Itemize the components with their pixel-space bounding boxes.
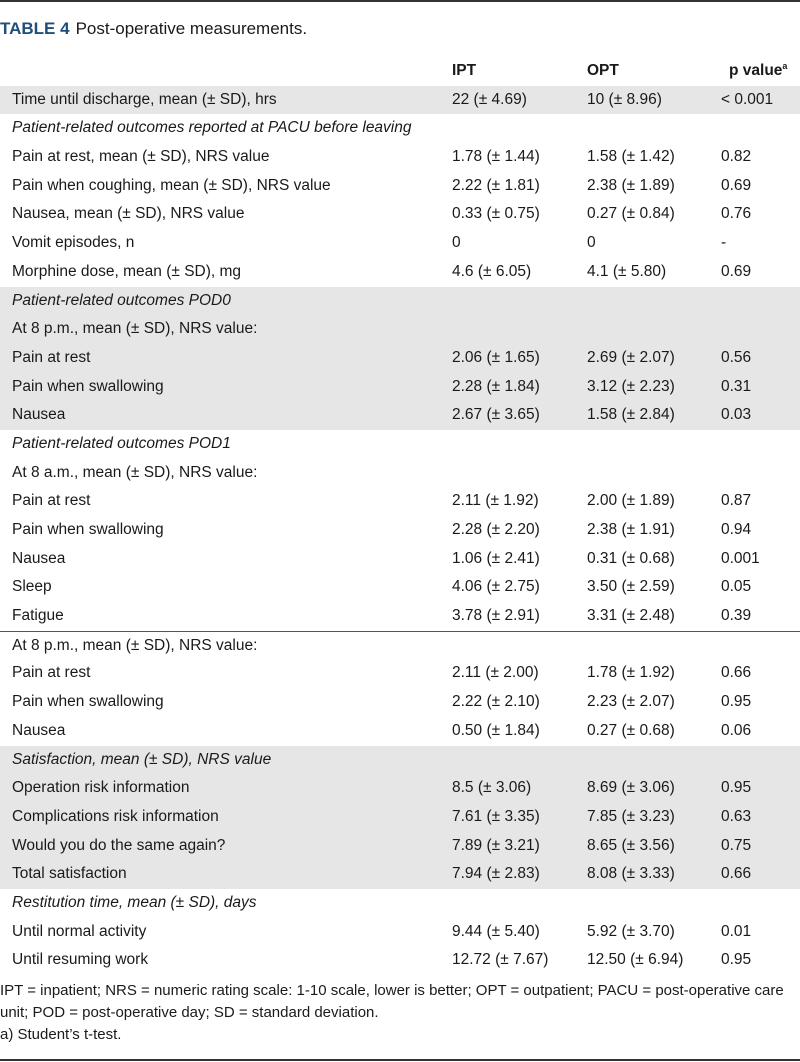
row-label: Pain when swallowing <box>12 521 164 538</box>
ipt-value: 4.06 (± 2.75) <box>452 578 540 596</box>
p-value: - <box>721 234 727 252</box>
ipt-value: 7.61 (± 3.35) <box>452 807 540 825</box>
p-value: 0.63 <box>721 807 752 825</box>
table-row <box>0 315 800 344</box>
opt-value: 2.38 (± 1.91) <box>587 521 675 538</box>
row-label: Satisfaction, mean (± SD), NRS value <box>12 750 272 768</box>
ipt-value: 1.78 (± 1.44) <box>452 148 540 166</box>
ipt-value: 8.5 (± 3.06) <box>452 779 532 797</box>
data-table <box>0 57 800 975</box>
section-header-row <box>0 430 800 459</box>
row-label: Operation risk information <box>12 779 190 797</box>
opt-value: 0 <box>587 234 596 252</box>
row-label: Pain when swallowing <box>12 377 164 395</box>
p-value: 0.03 <box>721 406 752 424</box>
row-label: Until normal activity <box>12 922 147 940</box>
p-value: 0.95 <box>721 779 752 797</box>
header-cell-opt: OPT <box>587 62 619 79</box>
opt-value: 3.31 (± 2.48) <box>587 607 675 625</box>
ipt-value: 4.6 (± 6.05) <box>452 262 532 280</box>
ipt-value: 0.33 (± 0.75) <box>452 205 540 223</box>
ipt-value: 2.06 (± 1.65) <box>452 348 540 366</box>
table-row <box>0 459 800 488</box>
p-value: 0.66 <box>721 865 752 883</box>
table-row <box>0 659 800 688</box>
ipt-value: 12.72 (± 7.67) <box>452 951 549 969</box>
opt-value: 8.69 (± 3.06) <box>587 779 675 797</box>
table-row <box>0 172 800 201</box>
table-row <box>0 516 800 545</box>
table-row <box>0 487 800 516</box>
ipt-value: 9.44 (± 5.40) <box>452 922 540 940</box>
row-label: Until resuming work <box>12 951 149 969</box>
row-label: Nausea, mean (± SD), NRS value <box>12 205 245 223</box>
p-value: 0.69 <box>721 176 752 194</box>
opt-value: 8.65 (± 3.56) <box>587 836 675 854</box>
section-header-row <box>0 746 800 775</box>
table-row <box>0 545 800 574</box>
opt-value: 1.58 (± 1.42) <box>587 148 675 166</box>
ipt-value: 7.94 (± 2.83) <box>452 865 540 883</box>
p-value: 0.05 <box>721 578 752 596</box>
opt-value: 12.50 (± 6.94) <box>587 951 684 969</box>
row-label: At 8 p.m., mean (± SD), NRS value: <box>12 636 258 654</box>
table-row <box>0 918 800 947</box>
p-value: 0.56 <box>721 348 752 366</box>
p-value: 0.66 <box>721 664 752 682</box>
table-row <box>0 258 800 287</box>
table-header-row <box>0 57 800 86</box>
section-header-row <box>0 287 800 316</box>
table-row <box>0 373 800 402</box>
table-row <box>0 401 800 430</box>
ipt-value: 1.06 (± 2.41) <box>452 549 540 567</box>
row-label: Morphine dose, mean (± SD), mg <box>12 262 242 280</box>
row-label: Would you do the same again? <box>12 836 226 854</box>
opt-value: 0.27 (± 0.84) <box>587 205 675 223</box>
p-value: 0.94 <box>721 521 752 538</box>
table-row <box>0 688 800 717</box>
row-label: Nausea <box>12 406 66 424</box>
ipt-value: 2.28 (± 1.84) <box>452 377 540 395</box>
row-label: At 8 p.m., mean (± SD), NRS value: <box>12 320 258 338</box>
ipt-value: 2.28 (± 2.20) <box>452 521 540 538</box>
table-row <box>0 860 800 889</box>
opt-value: 2.38 (± 1.89) <box>587 176 675 194</box>
p-value: 0.39 <box>721 607 752 625</box>
ipt-value: 22 (± 4.69) <box>452 90 527 108</box>
opt-value: 3.50 (± 2.59) <box>587 578 675 596</box>
top-rule <box>0 0 800 2</box>
opt-value: 0.31 (± 0.68) <box>587 549 675 567</box>
table-row <box>0 803 800 832</box>
row-label: Vomit episodes, n <box>12 234 135 252</box>
p-value: 0.87 <box>721 492 752 510</box>
table-row <box>0 229 800 258</box>
row-label: Pain when coughing, mean (± SD), NRS value <box>12 176 331 194</box>
opt-value: 2.69 (± 2.07) <box>587 348 675 366</box>
header-pvalue-footnote-mark: a <box>782 60 788 71</box>
table-row <box>0 86 800 115</box>
header-pvalue-text: p value <box>729 62 783 79</box>
opt-value: 3.12 (± 2.23) <box>587 377 675 395</box>
p-value: 0.75 <box>721 836 752 854</box>
row-label: Complications risk information <box>12 807 219 825</box>
table-footnotes <box>0 980 790 1046</box>
table-row <box>0 717 800 746</box>
opt-value: 5.92 (± 3.70) <box>587 922 675 940</box>
p-value: 0.31 <box>721 377 752 395</box>
row-label: Restitution time, mean (± SD), days <box>12 893 257 911</box>
row-label: Time until discharge, mean (± SD), hrs <box>12 90 277 108</box>
row-label: Pain at rest <box>12 348 91 366</box>
table-title: Post-operative measurements. <box>75 19 308 38</box>
section-header-row <box>0 889 800 918</box>
ipt-value: 2.22 (± 2.10) <box>452 693 540 711</box>
footnote-a: a) Student’s t-test. <box>0 1026 122 1043</box>
row-label: Total satisfaction <box>12 865 127 883</box>
header-cell-ipt: IPT <box>452 62 477 79</box>
table-row <box>0 832 800 861</box>
p-value: 0.001 <box>721 549 760 567</box>
row-label: Fatigue <box>12 607 64 625</box>
p-value: 0.76 <box>721 205 752 223</box>
header-cell-pvalue <box>729 57 787 86</box>
row-label: Patient-related outcomes POD0 <box>12 291 231 309</box>
opt-value: 7.85 (± 3.23) <box>587 807 675 825</box>
row-label: Pain at rest, mean (± SD), NRS value <box>12 148 270 166</box>
p-value: 0.06 <box>721 721 752 739</box>
p-value: < 0.001 <box>721 90 774 108</box>
table-caption <box>0 17 307 41</box>
table-row <box>0 200 800 229</box>
p-value: 0.01 <box>721 922 752 940</box>
table-row <box>0 143 800 172</box>
ipt-value: 2.11 (± 2.00) <box>452 664 539 682</box>
ipt-value: 3.78 (± 2.91) <box>452 607 540 625</box>
row-label: Sleep <box>12 578 52 596</box>
section-header-row <box>0 114 800 143</box>
row-label: Pain at rest <box>12 492 91 510</box>
p-value: 0.82 <box>721 148 752 166</box>
table-row <box>0 344 800 373</box>
opt-value: 2.23 (± 2.07) <box>587 693 675 711</box>
row-label: Patient-related outcomes POD1 <box>12 434 231 452</box>
ipt-value: 2.67 (± 3.65) <box>452 406 540 424</box>
table-row <box>0 774 800 803</box>
row-label: At 8 a.m., mean (± SD), NRS value: <box>12 463 258 481</box>
row-label: Pain when swallowing <box>12 693 164 711</box>
opt-value: 2.00 (± 1.89) <box>587 492 675 510</box>
p-value: 0.69 <box>721 262 752 280</box>
ipt-value: 0.50 (± 1.84) <box>452 721 540 739</box>
table-row <box>0 946 800 975</box>
opt-value: 4.1 (± 5.80) <box>587 262 667 280</box>
row-label: Patient-related outcomes reported at PACU before leaving <box>12 119 412 137</box>
row-label: Pain at rest <box>12 664 91 682</box>
p-value: 0.95 <box>721 693 752 711</box>
bottom-rule <box>0 1059 800 1061</box>
ipt-value: 7.89 (± 3.21) <box>452 836 540 854</box>
opt-value: 10 (± 8.96) <box>587 90 662 108</box>
ipt-value: 2.11 (± 1.92) <box>452 492 539 510</box>
opt-value: 0.27 (± 0.68) <box>587 721 675 739</box>
row-label: Nausea <box>12 549 66 567</box>
opt-value: 1.78 (± 1.92) <box>587 664 675 682</box>
table-row <box>0 573 800 602</box>
ipt-value: 2.22 (± 1.81) <box>452 176 540 194</box>
footnote-abbreviations: IPT = inpatient; NRS = numeric rating scale: 1-10 scale, lower is better; OPT = outpatient; PACU = post-operative care unit; POD = post-operative day; SD = standard deviation. <box>0 982 784 1021</box>
ipt-value: 0 <box>452 234 461 252</box>
p-value: 0.95 <box>721 951 752 969</box>
opt-value: 8.08 (± 3.33) <box>587 865 675 883</box>
table-row <box>0 631 800 660</box>
table-number: TABLE 4 <box>0 19 70 38</box>
table-row <box>0 602 800 631</box>
opt-value: 1.58 (± 2.84) <box>587 406 675 424</box>
row-label: Nausea <box>12 721 66 739</box>
